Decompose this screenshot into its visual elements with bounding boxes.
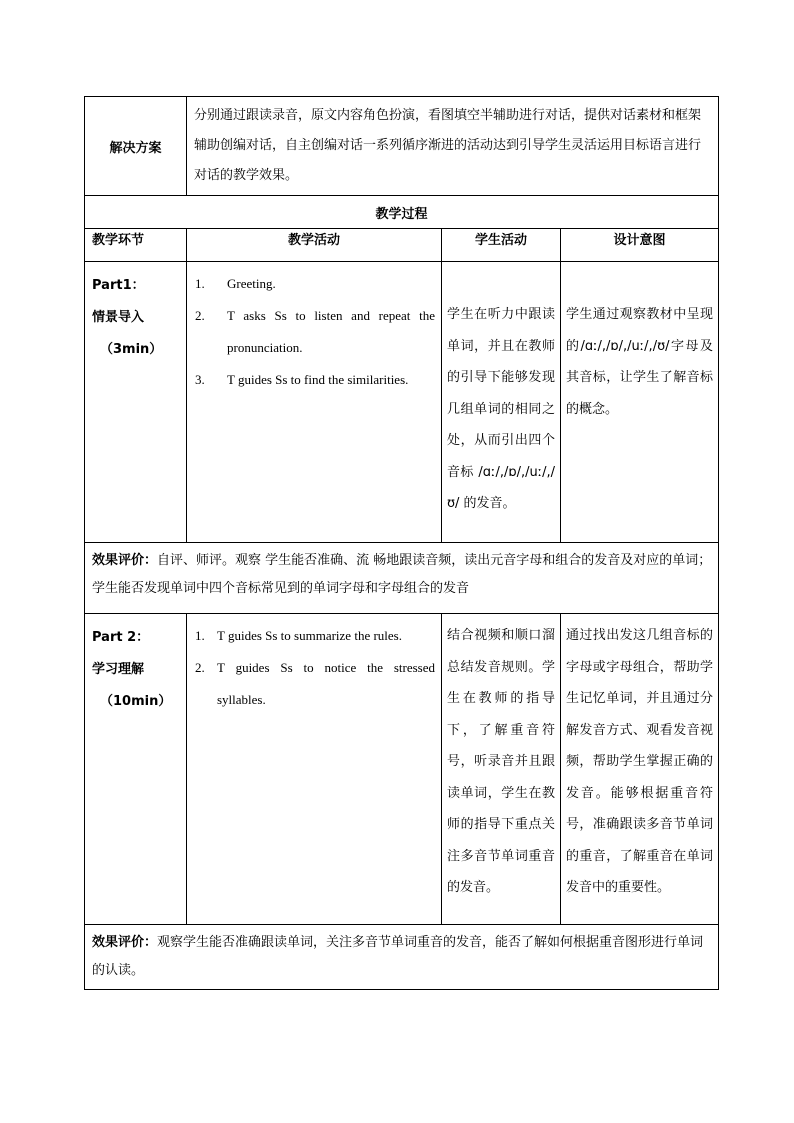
solution-row <box>85 97 719 196</box>
part1-teacher-activities <box>187 262 442 543</box>
part1-design-intent: 学生通过观察教材中呈现的/ɑː/,/ɒ/,/uː/,/ʊ/字母及其音标，让学生了解音标的概念。 <box>561 262 719 543</box>
column-header-row <box>85 229 719 262</box>
part2-design-intent: 通过找出发这几组音标的字母或字母组合，帮助学生记忆单词，并且通过分解发音方式、观看发音视频，帮助学生掌握正确的发音。能够根据重音符号，准确跟读多音节单词的重音，了解重音在单词发音中的重要性。 <box>561 614 719 925</box>
list-item: 1. T guides Ss to summarize the rules. <box>195 628 402 643</box>
solution-text: 分别通过跟读录音，原文内容角色扮演，看图填空半辅助进行对话，提供对话素材和框架辅助创编对话，自主创编对话一系列循序渐进的活动达到引导学生灵活运用目标语言进行对话的教学效果。 <box>187 97 719 196</box>
part1-title: 情景导入 <box>92 310 145 325</box>
part1-evaluation <box>85 543 719 614</box>
evaluation-label: 效果评价： <box>92 553 158 568</box>
evaluation-text: 观察学生能否准确跟读单词，关注多音节单词重音的发音，能否了解如何根据重音图形进行单词的认读。 <box>92 935 704 978</box>
part2-title: 学习理解 <box>92 662 145 677</box>
part2-evaluation-row <box>85 925 719 990</box>
part1-duration: （3min） <box>100 342 163 357</box>
part2-label <box>85 614 187 925</box>
header-design-intent: 设计意图 <box>561 229 719 262</box>
header-student-activity: 学生活动 <box>442 229 561 262</box>
part1-name: Part1： <box>92 278 145 293</box>
solution-label: 解决方案 <box>85 97 187 196</box>
part2-duration: （10min） <box>100 694 172 709</box>
header-teacher-activity: 教学活动 <box>187 229 442 262</box>
part1-row <box>85 262 719 543</box>
list-item: 1. Greeting. <box>195 276 276 291</box>
part2-student-activity: 结合视频和顺口溜总结发音规则。学生在教师的指导下，了解重音符号，听录音并且跟读单词，学生在教师的指导下重点关注多音节单词重音的发音。 <box>442 614 561 925</box>
part2-evaluation <box>85 925 719 990</box>
process-title: 教学过程 <box>85 196 719 229</box>
part2-activity-list <box>187 614 441 716</box>
part1-evaluation-row <box>85 543 719 614</box>
list-item: 2. T guides Ss to notice the stressed syllables. <box>195 660 435 707</box>
process-title-row <box>85 196 719 229</box>
part1-label <box>85 262 187 543</box>
list-item: 3. T guides Ss to find the similarities. <box>195 372 409 387</box>
part2-row <box>85 614 719 925</box>
part1-student-activity: 学生在听力中跟读单词，并且在教师的引导下能够发现几组单词的相同之处，从而引出四个音标 /ɑː/,/ɒ/,/uː/,/ʊ/ 的发音。 <box>442 262 561 543</box>
lesson-plan-table <box>84 96 719 990</box>
list-item: 2. T asks Ss to listen and repeat the pronunciation. <box>195 308 435 355</box>
part2-teacher-activities <box>187 614 442 925</box>
evaluation-label: 效果评价： <box>92 935 158 950</box>
part1-activity-list <box>187 262 441 396</box>
evaluation-text: 自评、师评。观察 学生能否准确、流 畅地跟读音频，读出元音字母和组合的发音及对应的单词；学生能否发现单词中四个音标常见到的单词字母和字母组合的发音 <box>92 553 712 596</box>
part2-name: Part 2： <box>92 630 150 645</box>
header-stage: 教学环节 <box>85 229 187 262</box>
